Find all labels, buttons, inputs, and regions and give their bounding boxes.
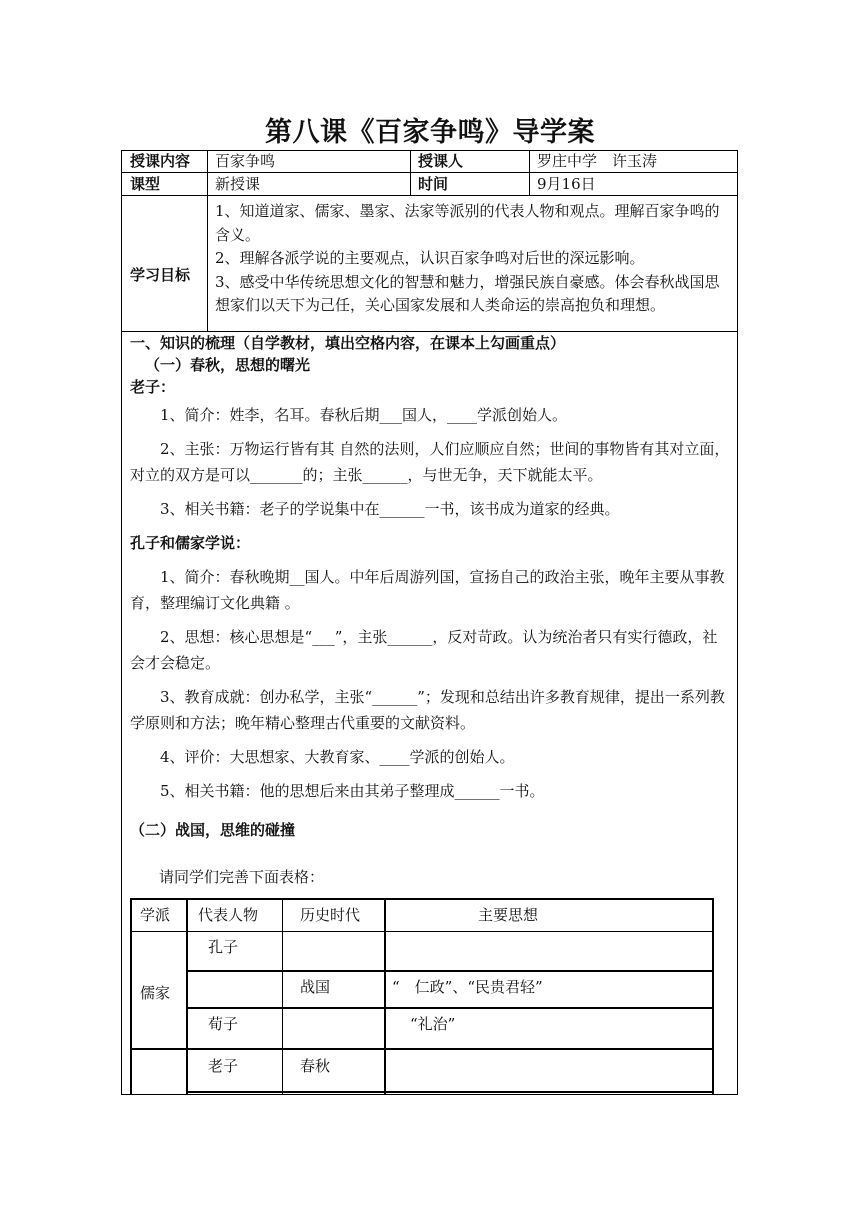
header-idea: 主要思想 <box>478 906 539 924</box>
col-divider <box>529 150 530 195</box>
header-school: 学派 <box>140 906 171 924</box>
col-divider <box>410 150 411 195</box>
row-person: 孔子 <box>208 938 239 956</box>
goal-item: 2、理解各派学说的主要观点，认识百家争鸣对后世的深远影响。 <box>215 249 645 267</box>
kongzi-education: 3、教育成就：创办私学，主张“______”；发现和总结出许多教育规律，提出一系列教学原则和方法；晚年精心整理古代重要的文献资料。 <box>130 688 725 732</box>
knowledge-section <box>130 332 730 804</box>
label-goals: 学习目标 <box>130 266 191 284</box>
table-border-right <box>712 898 714 1094</box>
header-era: 历史时代 <box>300 906 361 924</box>
kongzi-intro: 1、简介：春秋晚期__国人。中年后周游列国，宣扬自己的政治主张，晚年主要从事教育，整理编订文化典籍 。 <box>130 568 725 612</box>
label-content: 授课内容 <box>130 152 191 170</box>
table-row-line <box>130 1048 714 1050</box>
table-border-top <box>130 898 714 900</box>
school-rujia: 儒家 <box>140 984 171 1002</box>
value-teacher: 罗庄中学 许玉涛 <box>537 152 658 170</box>
kongzi-heading: 孔子和儒家学说： <box>130 534 251 552</box>
row-era: 春秋 <box>300 1057 331 1075</box>
value-type: 新授课 <box>215 175 261 193</box>
goal-item: 1、知道道家、儒家、墨家、法家等派别的代表人物和观点。理解百家争鸣的含义。 <box>215 202 720 244</box>
row-era: 战国 <box>300 978 331 996</box>
table-header-line <box>130 931 714 932</box>
goals-list <box>215 200 733 318</box>
row-person: 老子 <box>208 1057 239 1075</box>
kongzi-evaluation: 4、评价：大思想家、大教育家、____学派的创始人。 <box>160 748 515 766</box>
row-idea: “ 仁政”、“民贵君轻” <box>392 978 543 996</box>
row-divider <box>121 172 738 173</box>
page-title: 第八课《百家争鸣》导学案 <box>265 117 595 148</box>
table-row-line <box>186 1091 714 1093</box>
value-content: 百家争鸣 <box>215 152 276 170</box>
label-teacher: 授课人 <box>418 152 464 170</box>
table-instruction: 请同学们完善下面表格： <box>159 868 325 886</box>
table-row-line <box>186 970 714 972</box>
row-idea: “礼治” <box>410 1015 456 1033</box>
laozi-views: 2、主张：万物运行皆有其 自然的法则，人们应顺应自然；世间的事物皆有其对立面，对立的双方是可以_______的；主张______，与世无争，天下就能太平。 <box>130 440 730 484</box>
col-divider <box>207 150 208 331</box>
row-divider <box>121 195 738 196</box>
label-type: 课型 <box>130 175 161 193</box>
value-time: 9月16日 <box>537 175 596 193</box>
subsection-heading-2: （二）战国，思维的碰撞 <box>130 821 296 839</box>
subsection-heading: （一）春秋，思想的曙光 <box>145 356 311 374</box>
table-col-line <box>384 898 386 1094</box>
table-col-line <box>186 898 188 1094</box>
laozi-intro: 1、简介：姓李，名耳。春秋后期___国人，____学派创始人。 <box>160 406 568 424</box>
header-person: 代表人物 <box>198 906 259 924</box>
kongzi-books: 5、相关书籍：他的思想后来由其弟子整理成______一书。 <box>160 782 545 800</box>
row-person: 荀子 <box>208 1015 239 1033</box>
label-time: 时间 <box>418 175 449 193</box>
schools-table <box>130 898 714 1094</box>
table-col-line <box>282 898 283 1094</box>
section-heading: 一、知识的梳理（自学教材，填出空格内容，在课本上勾画重点） <box>130 334 566 352</box>
table-border-left <box>130 898 132 1094</box>
goal-item: 3、感受中华传统思想文化的智慧和魅力，增强民族自豪感。体会春秋战国思想家们以天下为己任，关心国家发展和人类命运的崇高抱负和理想。 <box>215 272 720 314</box>
table-row-line <box>186 1007 714 1009</box>
laozi-books: 3、相关书籍：老子的学说集中在______一书，该书成为道家的经典。 <box>160 500 620 518</box>
laozi-heading: 老子： <box>130 378 176 396</box>
kongzi-thought: 2、思想：核心思想是“___”，主张______，反对苛政。认为统治者只有实行德政，社会才会稳定。 <box>130 628 718 672</box>
